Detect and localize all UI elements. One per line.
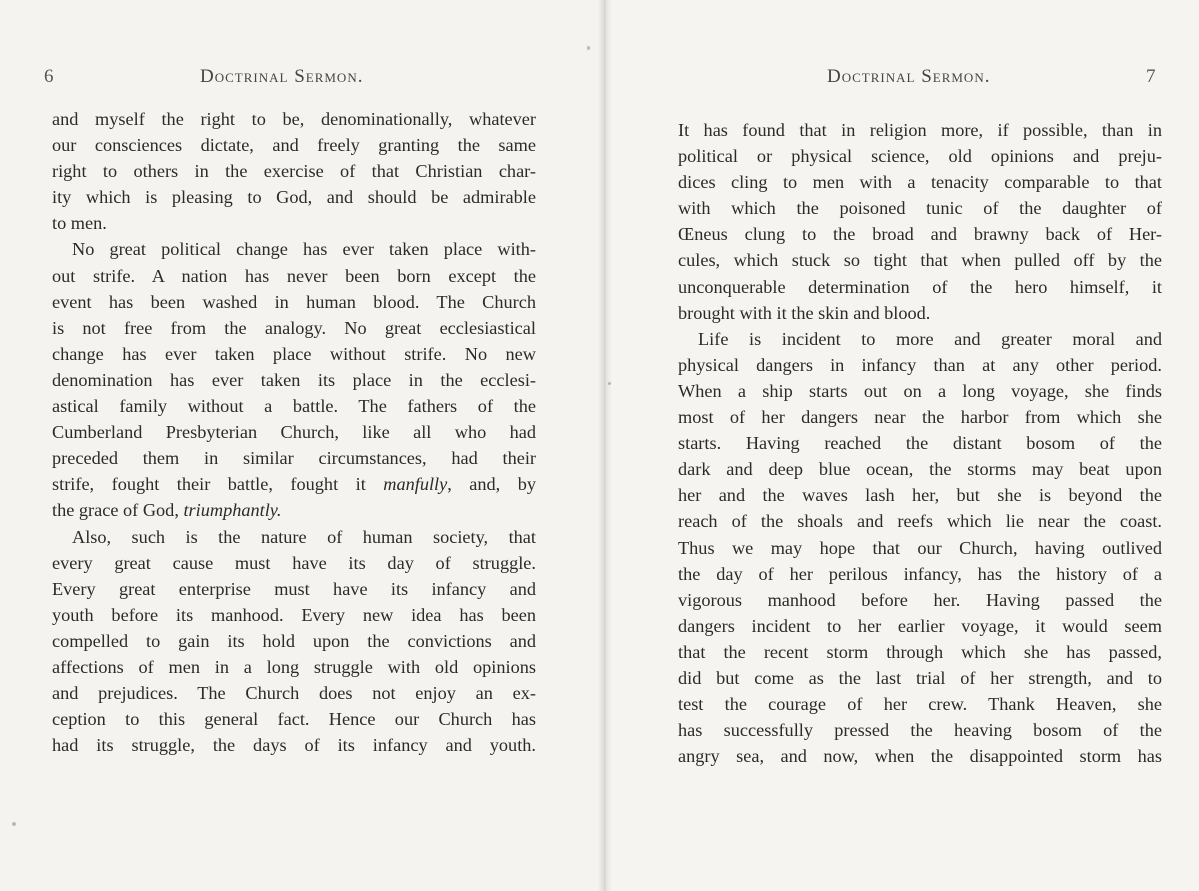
text-line: Every great enterprise must have its infancy and [52, 578, 536, 599]
text-line: youth before its manhood. Every new idea has been [52, 604, 536, 625]
text-line: had its struggle, the days of its infancy and youth. [52, 735, 536, 756]
text-line: event has been washed in human blood. The Church [52, 291, 536, 312]
text-line: with which the poisoned tunic of the daughter of [678, 198, 1162, 219]
text-line: starts. Having reached the distant bosom of the [678, 433, 1162, 454]
text-line: change has ever taken place without strife. No new [52, 343, 536, 364]
text-line: and prejudices. The Church does not enjoy an ex- [52, 683, 536, 704]
right-page [605, 0, 1199, 891]
book-gutter [598, 0, 612, 891]
right-page-number: 7 [1146, 66, 1157, 87]
right-running-head: Doctrinal Sermon. [827, 66, 991, 87]
text-line: reach of the shoals and reefs which lie near the coast. [678, 511, 1162, 532]
text-line: affections of men in a long struggle with old opinions [52, 656, 536, 677]
left-page-body [52, 106, 536, 758]
left-page-number: 6 [44, 66, 55, 87]
right-page-body [678, 117, 1162, 769]
text-line: Life is incident to more and greater moral and [698, 328, 1162, 349]
text-line: is not free from the analogy. No great ecclesiastical [52, 317, 536, 338]
text-line: unconquerable determination of the hero himself, it [678, 276, 1162, 297]
paper-speck [587, 46, 590, 50]
text-line: dangers incident to her earlier voyage, it would seem [678, 615, 1162, 636]
text-line: denomination has ever taken its place in the ecclesi- [52, 369, 536, 390]
text-line: right to others in the exercise of that Christian char- [52, 161, 536, 182]
text-line: preceded them in similar circumstances, had their [52, 448, 536, 469]
text-line: her and the waves lash her, but she is beyond the [678, 485, 1162, 506]
text-line: out strife. A nation has never been born except the [52, 265, 536, 286]
text-line: It has found that in religion more, if possible, than in [678, 120, 1162, 140]
text-line: physical dangers in infancy than at any other period. [678, 354, 1162, 375]
text-line: the grace of God, triumphantly. [52, 500, 282, 521]
text-line: Œneus clung to the broad and brawny back of Her- [678, 224, 1162, 245]
text-line: and myself the right to be, denominationally, whatever [52, 109, 536, 129]
paper-speck [12, 822, 16, 826]
text-line: Cumberland Presbyterian Church, like all who had [52, 422, 536, 443]
text-line: vigorous manhood before her. Having passed the [678, 589, 1162, 610]
text-line: astical family without a battle. The fathers of the [52, 396, 536, 417]
text-line: ception to this general fact. Hence our Church has [52, 709, 536, 730]
text-line: the day of her perilous infancy, has the history of a [678, 563, 1162, 584]
text-line: test the courage of her crew. Thank Heaven, she [678, 694, 1162, 715]
text-line: political or physical science, old opinions and preju- [678, 146, 1162, 167]
text-line: most of her dangers near the harbor from which she [678, 407, 1162, 428]
text-line: When a ship starts out on a long voyage, she finds [678, 380, 1162, 401]
text-line: Also, such is the nature of human society, that [72, 526, 536, 547]
text-line: to men. [52, 213, 107, 234]
text-line: strife, fought their battle, fought it manfully, and, by [52, 474, 536, 495]
text-line: ity which is pleasing to God, and should be admirable [52, 187, 536, 208]
text-line: did but come as the last trial of her strength, and to [678, 667, 1162, 688]
text-line: that the recent storm through which she has passed, [678, 641, 1162, 662]
text-line: brought with it the skin and blood. [678, 302, 931, 323]
text-line: our consciences dictate, and freely granting the same [52, 135, 536, 156]
text-line: compelled to gain its hold upon the convictions and [52, 630, 536, 651]
text-line: every great cause must have its day of struggle. [52, 552, 536, 573]
text-line: dark and deep blue ocean, the storms may beat upon [678, 459, 1162, 480]
left-running-header [0, 66, 605, 96]
text-line: cules, which stuck so tight that when pulled off by the [678, 250, 1162, 271]
text-line: Thus we may hope that our Church, having outlived [678, 537, 1162, 558]
right-running-header [605, 66, 1199, 96]
text-line: dices cling to men with a tenacity comparable to that [678, 172, 1162, 193]
text-line: No great political change has ever taken place with- [72, 239, 536, 260]
text-line: angry sea, and now, when the disappointed storm has [678, 746, 1162, 767]
left-running-head: Doctrinal Sermon. [200, 66, 364, 87]
text-line: has successfully pressed the heaving bosom of the [678, 720, 1162, 741]
paper-speck [608, 382, 611, 385]
